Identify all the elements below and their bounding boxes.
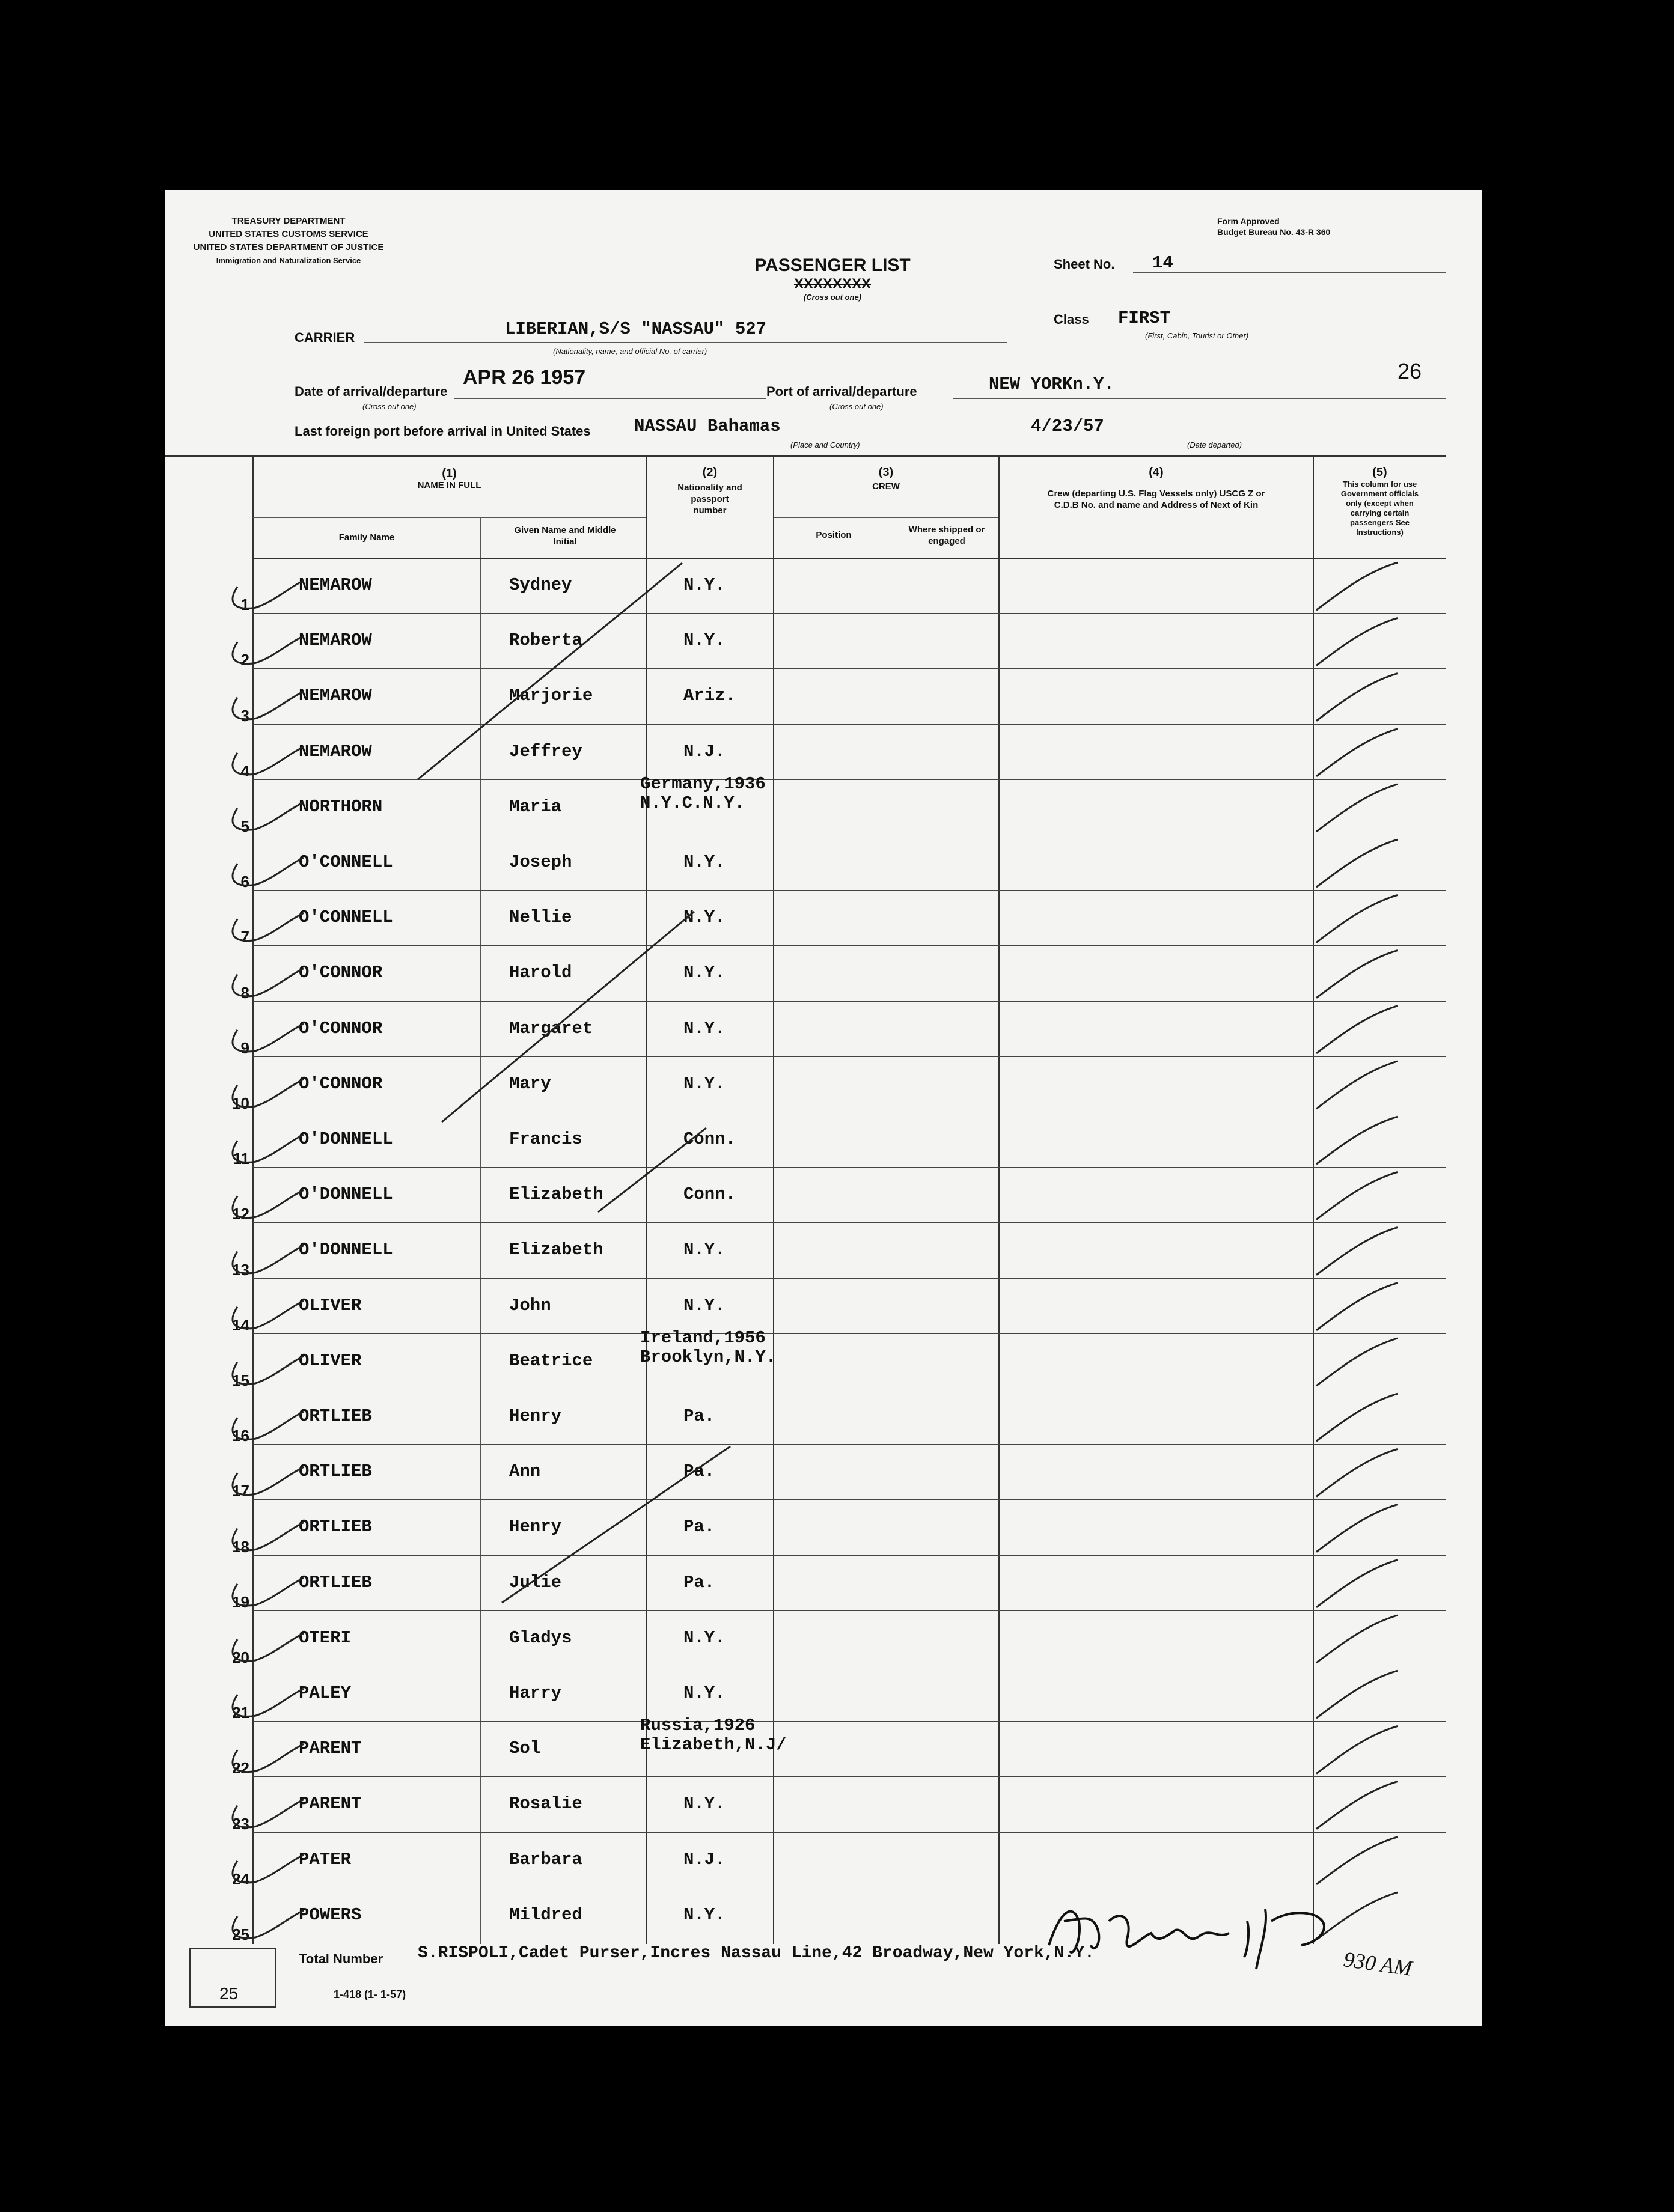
- nationality-cell: Ariz.: [683, 686, 736, 706]
- check-mark: [1316, 1117, 1398, 1164]
- given-name-header: Given Name and Middle Initial: [514, 525, 616, 547]
- family-name-cell: NEMAROW: [299, 686, 372, 706]
- col3-number: (3): [878, 466, 894, 479]
- nationality-cell: N.Y.: [683, 1073, 726, 1094]
- family-name-cell: NEMAROW: [299, 630, 372, 651]
- class-note: (First, Cabin, Tourist or Other): [1145, 331, 1249, 340]
- family-name-cell: PATER: [299, 1849, 352, 1869]
- tick-mark: [233, 1855, 304, 1883]
- pen-marks: [165, 190, 1482, 2026]
- row-number: 11: [233, 1150, 249, 1168]
- form-number: 1-418 (1- 1-57): [334, 1988, 406, 2000]
- nationality-cell: N.J.: [683, 1849, 726, 1869]
- given-name-cell: John: [509, 1295, 551, 1315]
- family-name-cell: O'CONNELL: [299, 907, 393, 928]
- family-name-cell: O'CONNOR: [299, 963, 383, 983]
- check-mark: [1316, 618, 1398, 665]
- nationality-header: Nationality and passport number: [677, 483, 742, 516]
- check-mark: [1316, 1726, 1398, 1773]
- family-name-header: Family Name: [338, 532, 395, 543]
- tick-mark: [233, 1190, 304, 1217]
- tick-mark: [233, 636, 304, 663]
- nationality-cell: Conn.: [683, 1129, 736, 1150]
- given-name-cell: Barbara: [509, 1849, 582, 1869]
- given-name-cell: Gladys: [509, 1627, 572, 1648]
- family-name-cell: OLIVER: [299, 1295, 362, 1315]
- nationality-cell: N.Y.: [683, 1683, 726, 1704]
- pen-stroke: [442, 912, 694, 1122]
- sheet-number: 14: [1152, 253, 1173, 273]
- row-number: 2: [240, 651, 249, 669]
- family-name-cell: O'CONNELL: [299, 852, 393, 873]
- family-name-cell: O'DONNELL: [299, 1129, 393, 1150]
- family-name-cell: NEMAROW: [299, 741, 372, 761]
- agency-line: Immigration and Naturalization Service: [216, 256, 361, 265]
- check-mark: [1316, 1394, 1398, 1441]
- arrival-label: Date of arrival/departure: [295, 384, 448, 399]
- nationality-cell-2: Elizabeth,N.J/: [640, 1735, 787, 1755]
- given-name-cell: Joseph: [509, 852, 572, 873]
- family-name-cell: POWERS: [299, 1904, 362, 1925]
- class-value: FIRST: [1118, 308, 1171, 328]
- title-crossed: XXXXXXXX: [793, 276, 872, 292]
- check-mark: [1316, 1505, 1398, 1552]
- family-name-cell: OTERI: [299, 1627, 352, 1648]
- row-number: 20: [232, 1648, 249, 1666]
- check-mark: [1316, 1172, 1398, 1219]
- crew-header: CREW: [872, 481, 900, 492]
- tick-mark: [233, 1744, 304, 1772]
- budget-bureau-line: Budget Bureau No. 43-R 360: [1217, 227, 1331, 237]
- given-name-cell: Harold: [509, 963, 572, 983]
- carrier-note: (Nationality, name, and official No. of carrier): [553, 347, 707, 356]
- given-name-cell: Marjorie: [509, 686, 593, 706]
- col1-number: (1): [442, 467, 457, 480]
- check-mark: [1316, 1837, 1398, 1884]
- col2-number: (2): [702, 466, 718, 479]
- signature-line: S.RISPOLI,Cadet Purser,Incres Nassau Line,42 Broadway,New York,N.Y.: [418, 1944, 1095, 1963]
- position-header: Position: [816, 530, 852, 540]
- cross-out-note: (Cross out one): [803, 293, 862, 302]
- given-name-cell: Mildred: [509, 1904, 582, 1925]
- class-label: Class: [1054, 312, 1089, 327]
- tick-mark: [233, 969, 304, 996]
- check-mark: [1316, 895, 1398, 942]
- tick-mark: [233, 1800, 304, 1827]
- check-mark: [1316, 1338, 1398, 1386]
- given-name-cell: Henry: [509, 1517, 562, 1537]
- where-header: Where shipped or engaged: [908, 525, 985, 546]
- row-number: 15: [232, 1371, 249, 1389]
- given-name-cell: Julie: [509, 1572, 562, 1592]
- given-name-cell: Elizabeth: [509, 1240, 603, 1260]
- handwritten-signature: [1037, 1885, 1373, 1975]
- port-value: NEW YORKn.Y.: [989, 374, 1114, 394]
- given-name-cell: Maria: [509, 796, 562, 817]
- tick-mark: [233, 580, 304, 608]
- nationality-cell: N.Y.: [683, 1018, 726, 1038]
- nationality-cell: Pa.: [683, 1572, 715, 1592]
- given-name-cell: Rosalie: [509, 1794, 582, 1814]
- nationality-cell: N.Y.: [683, 1627, 726, 1648]
- family-name-cell: ORTLIEB: [299, 1406, 372, 1427]
- row-number: 21: [232, 1704, 249, 1722]
- given-name-cell: Beatrice: [509, 1350, 593, 1371]
- tick-mark: [233, 1578, 304, 1606]
- col4-number: (4): [1149, 466, 1164, 479]
- row-number: 24: [232, 1869, 249, 1888]
- form-approved-line: Form Approved: [1217, 216, 1280, 226]
- nationality-cell: N.Y.: [683, 907, 726, 928]
- family-name-cell: O'DONNELL: [299, 1184, 393, 1205]
- agency-line: UNITED STATES DEPARTMENT OF JUSTICE: [193, 242, 384, 252]
- family-name-cell: O'CONNOR: [299, 1018, 383, 1038]
- check-mark: [1316, 1283, 1398, 1330]
- total-box-value: 25: [219, 1984, 239, 2003]
- given-name-cell: Francis: [509, 1129, 582, 1150]
- nationality-cell: N.Y.: [683, 852, 726, 873]
- check-mark: [1316, 1615, 1398, 1663]
- date-departed-value: 4/23/57: [1031, 416, 1104, 436]
- family-name-cell: OLIVER: [299, 1350, 362, 1371]
- tick-mark: [233, 1689, 304, 1716]
- total-label: Total Number: [299, 1951, 383, 1966]
- row-number: 25: [232, 1925, 249, 1943]
- tick-mark: [233, 1301, 304, 1329]
- check-mark: [1316, 1006, 1398, 1053]
- nationality-cell: Pa.: [683, 1461, 715, 1482]
- total-box: [189, 1948, 276, 2008]
- agency-line: UNITED STATES CUSTOMS SERVICE: [209, 229, 368, 239]
- row-number: 6: [240, 873, 249, 891]
- nationality-cell-2: Brooklyn,N.Y.: [640, 1347, 777, 1367]
- tick-mark: [233, 1024, 304, 1052]
- nationality-cell: N.Y.: [683, 1240, 726, 1260]
- family-name-cell: NORTHORN: [299, 796, 383, 817]
- row-number: 16: [232, 1427, 249, 1445]
- place-note: (Place and Country): [790, 440, 860, 449]
- given-name-cell: Elizabeth: [509, 1184, 603, 1205]
- pen-stroke: [598, 1128, 706, 1212]
- nationality-cell: N.Y.: [683, 630, 726, 651]
- carrier-value: LIBERIAN,S/S "NASSAU" 527: [505, 319, 767, 339]
- given-name-cell: Henry: [509, 1406, 562, 1427]
- nationality-cell: N.Y.: [683, 1794, 726, 1814]
- family-name-cell: ORTLIEB: [299, 1461, 372, 1482]
- check-mark: [1316, 674, 1398, 721]
- tick-mark: [233, 1079, 304, 1107]
- row-number: 8: [240, 983, 249, 1002]
- col4-title: Crew (departing U.S. Flag Vessels only) USCG Z or C.D.B No. and name and Address of Next of Kin: [1047, 489, 1265, 510]
- col1-title: NAME IN FULL: [417, 480, 481, 490]
- nationality-cell: Ireland,1956: [640, 1327, 766, 1348]
- nationality-cell: Russia,1926: [640, 1716, 756, 1736]
- nationality-cell-2: N.Y.C.N.Y.: [640, 793, 745, 813]
- tick-mark: [233, 802, 304, 830]
- nationality-cell: N.J.: [683, 741, 726, 761]
- given-name-cell: Ann: [509, 1461, 541, 1482]
- family-name-cell: PARENT: [299, 1738, 362, 1759]
- pen-stroke: [502, 1446, 730, 1603]
- given-name-cell: Mary: [509, 1073, 551, 1094]
- arrival-date-stamp: APR 26 1957: [463, 366, 586, 389]
- tick-mark: [233, 1412, 304, 1439]
- row-number: 5: [240, 817, 249, 835]
- col5-number: (5): [1372, 466, 1387, 479]
- family-name-cell: PALEY: [299, 1683, 352, 1704]
- tick-mark: [233, 1523, 304, 1550]
- agency-line: TREASURY DEPARTMENT: [231, 216, 346, 226]
- check-mark: [1316, 1560, 1398, 1607]
- check-mark: [1316, 729, 1398, 776]
- given-name-cell: Sydney: [509, 575, 572, 596]
- date-departed-note: (Date departed): [1187, 440, 1242, 449]
- check-mark: [1316, 1671, 1398, 1718]
- given-name-cell: Jeffrey: [509, 741, 582, 761]
- tick-mark: [233, 747, 304, 775]
- given-name-cell: Harry: [509, 1683, 562, 1704]
- arrival-note: (Cross out one): [362, 402, 417, 411]
- row-number: 19: [232, 1592, 249, 1611]
- nationality-cell: Conn.: [683, 1184, 736, 1205]
- family-name-cell: PARENT: [299, 1794, 362, 1814]
- port-label: Port of arrival/departure: [766, 384, 917, 399]
- family-name-cell: NEMAROW: [299, 575, 372, 596]
- row-number: 14: [232, 1315, 249, 1334]
- nationality-cell: Germany,1936: [640, 773, 766, 794]
- row-number: 18: [232, 1537, 249, 1556]
- last-port-value: NASSAU Bahamas: [634, 416, 781, 436]
- passenger-list-form: [165, 190, 1482, 2026]
- check-mark: [1316, 1061, 1398, 1109]
- row-number: 23: [232, 1814, 249, 1833]
- carrier-label: CARRIER: [295, 330, 355, 345]
- nationality-cell: Pa.: [683, 1517, 715, 1537]
- check-mark: [1316, 562, 1398, 610]
- row-number: 12: [232, 1205, 249, 1223]
- tick-mark: [233, 1910, 304, 1938]
- row-number: 4: [240, 761, 249, 780]
- nationality-cell: Pa.: [683, 1406, 715, 1427]
- nationality-cell: N.Y.: [683, 1904, 726, 1925]
- port-note: (Cross out one): [829, 402, 884, 411]
- check-mark: [1316, 784, 1398, 832]
- family-name-cell: ORTLIEB: [299, 1572, 372, 1592]
- row-number: 17: [232, 1482, 249, 1501]
- row-number: 22: [232, 1759, 249, 1778]
- given-name-cell: Sol: [509, 1738, 541, 1759]
- family-name-cell: ORTLIEB: [299, 1517, 372, 1537]
- check-mark: [1316, 1228, 1398, 1275]
- tick-mark: [233, 1633, 304, 1661]
- family-name-cell: O'CONNOR: [299, 1073, 383, 1094]
- sheet-label: Sheet No.: [1054, 257, 1115, 272]
- tick-mark: [233, 1467, 304, 1494]
- check-mark: [1316, 1449, 1398, 1496]
- nationality-cell: N.Y.: [683, 575, 726, 596]
- last-port-label: Last foreign port before arrival in United States: [295, 424, 591, 439]
- tick-mark: [233, 1246, 304, 1273]
- row-number: 10: [232, 1094, 249, 1112]
- tick-mark: [233, 1356, 304, 1384]
- check-mark: [1316, 839, 1398, 887]
- tick-mark: [233, 913, 304, 940]
- check-mark: [1316, 1782, 1398, 1829]
- row-number: 1: [240, 596, 249, 614]
- page-stamp: 26: [1398, 359, 1422, 383]
- nationality-cell: N.Y.: [683, 963, 726, 983]
- nationality-cell: N.Y.: [683, 1295, 726, 1315]
- given-name-cell: Roberta: [509, 630, 582, 651]
- tick-mark: [233, 858, 304, 885]
- time-note: 930 AM: [1342, 1947, 1414, 1981]
- check-mark: [1316, 951, 1398, 998]
- tick-mark: [233, 692, 304, 719]
- given-name-cell: Margaret: [509, 1018, 593, 1038]
- pen-stroke: [418, 563, 682, 779]
- page-title: PASSENGER LIST: [754, 255, 911, 275]
- row-number: 9: [240, 1038, 249, 1057]
- col5-title: This column for use Government officials only (except when carrying certain passengers See Instructions): [1340, 480, 1419, 537]
- family-name-cell: O'DONNELL: [299, 1240, 393, 1260]
- row-number: 7: [240, 928, 249, 946]
- row-number: 13: [232, 1260, 249, 1279]
- given-name-cell: Nellie: [509, 907, 572, 928]
- tick-mark: [233, 1135, 304, 1162]
- row-number: 3: [240, 706, 249, 725]
